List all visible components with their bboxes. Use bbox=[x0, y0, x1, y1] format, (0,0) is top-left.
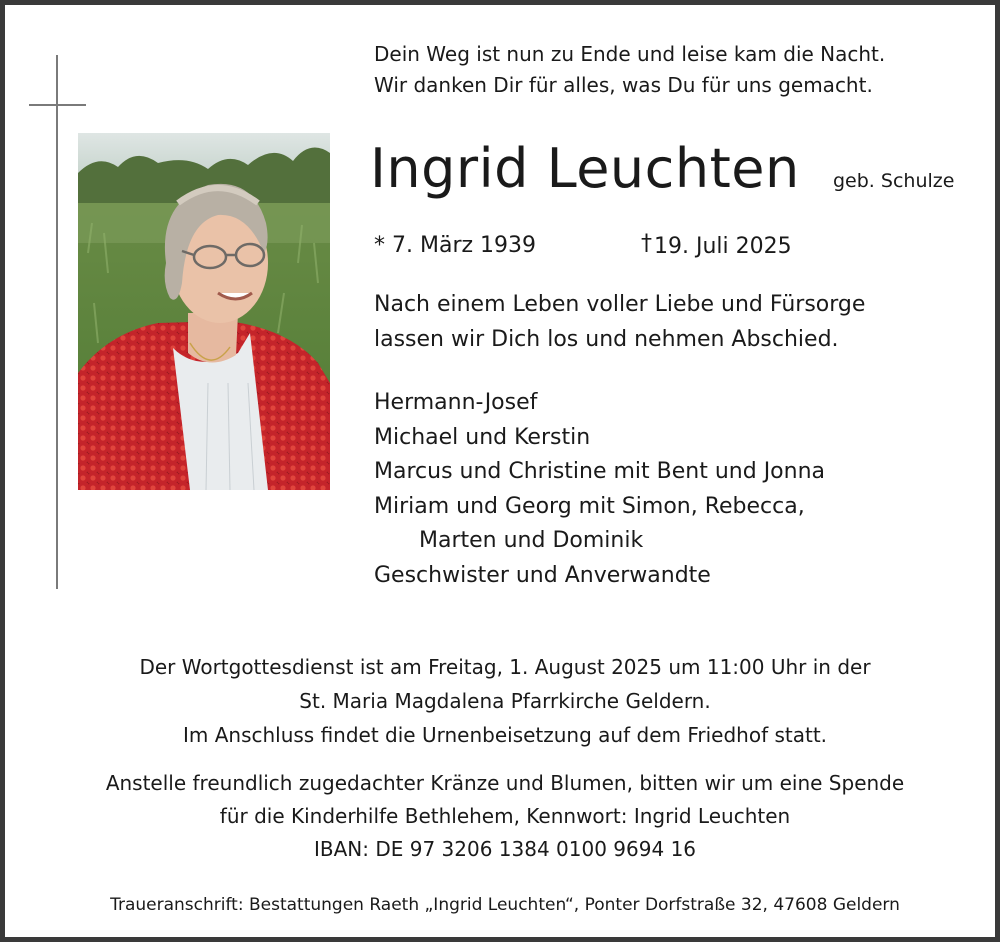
mourner-entry: Marcus und Christine mit Bent und Jonna bbox=[374, 459, 826, 484]
deceased-name: Ingrid Leuchten bbox=[370, 137, 800, 200]
mourners-list bbox=[374, 386, 825, 593]
mourning-address: Traueranschrift: Bestattungen Raeth „Ingrid Leuchten“, Ponter Dorfstraße 32, 47608 Geldern bbox=[110, 895, 900, 915]
iban: IBAN: DE 97 3206 1384 0100 9694 16 bbox=[313, 837, 697, 861]
cross-icon-bar bbox=[29, 104, 86, 106]
donation-info bbox=[5, 767, 1000, 866]
service-line: Im Anschluss findet die Urnenbeisetzung auf dem Friedhof statt. bbox=[182, 723, 828, 747]
farewell-line: lassen wir Dich los und nehmen Abschied. bbox=[374, 327, 839, 352]
service-line: Der Wortgottesdienst ist am Freitag, 1. August 2025 um 11:00 Uhr in der bbox=[139, 655, 871, 679]
mourner-entry: Geschwister und Anverwandte bbox=[374, 562, 711, 588]
death-date: 19. Juli 2025 bbox=[654, 234, 792, 259]
birth-name: geb. Schulze bbox=[833, 170, 955, 192]
mourner-entry: Miriam und Georg mit Simon, Rebecca, bbox=[374, 493, 805, 519]
birth-date: * 7. März 1939 bbox=[374, 233, 537, 258]
portrait-photo bbox=[78, 133, 330, 490]
memorial-verse bbox=[374, 39, 885, 101]
service-line: St. Maria Magdalena Pfarrkirche Geldern. bbox=[299, 689, 711, 713]
verse-line: Dein Weg ist nun zu Ende und leise kam die Nacht. bbox=[374, 42, 886, 66]
donation-line: für die Kinderhilfe Bethlehem, Kennwort: Ingrid Leuchten bbox=[219, 804, 791, 828]
mourner-entry: Hermann-Josef bbox=[374, 390, 538, 415]
cross-icon bbox=[56, 55, 58, 589]
dagger-icon: † bbox=[641, 231, 652, 256]
mourner-entry: Michael und Kerstin bbox=[374, 424, 591, 450]
farewell-text bbox=[374, 287, 865, 357]
mourner-entry: Marten und Dominik bbox=[419, 528, 644, 553]
service-info bbox=[5, 650, 1000, 752]
farewell-line: Nach einem Leben voller Liebe und Fürsorge bbox=[374, 292, 866, 317]
death-date-block bbox=[641, 227, 792, 264]
donation-line: Anstelle freundlich zugedachter Kränze und Blumen, bitten wir um eine Spende bbox=[105, 771, 905, 795]
verse-line: Wir danken Dir für alles, was Du für uns gemacht. bbox=[374, 73, 873, 97]
